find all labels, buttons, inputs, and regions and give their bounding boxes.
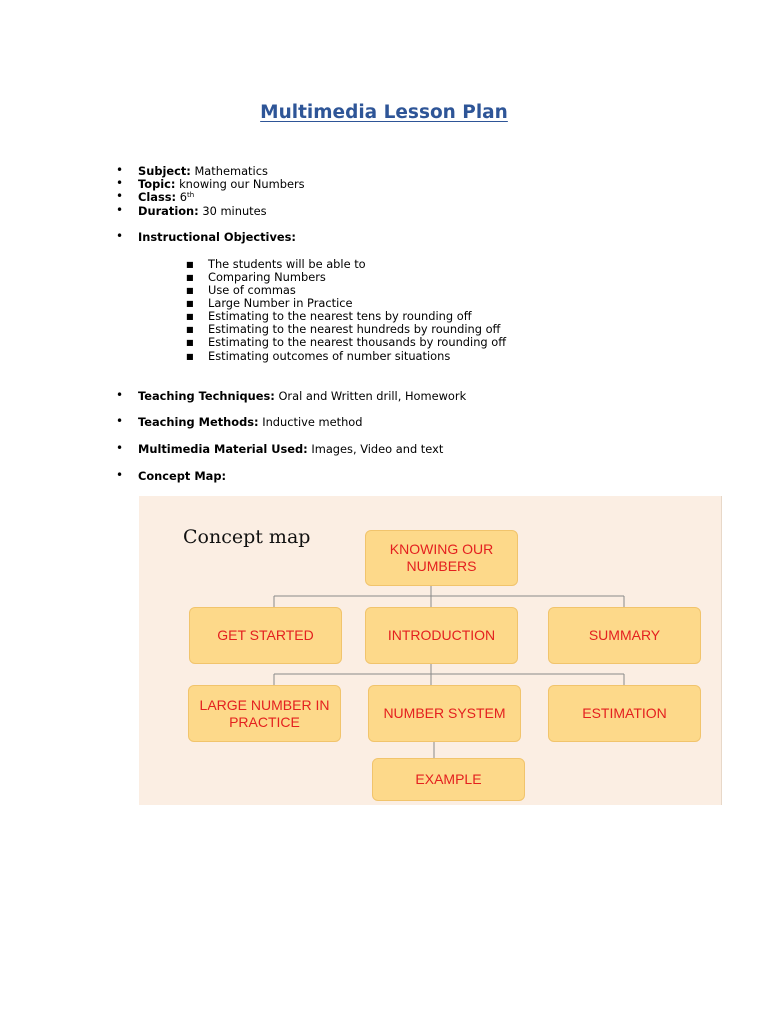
bullet-icon: • [116, 468, 124, 482]
bullet-icon: • [116, 414, 124, 428]
subject-label: Subject: [138, 164, 191, 178]
objective-item: ■ Large Number in Practice [186, 296, 353, 310]
node-number-system: NUMBER SYSTEM [368, 685, 521, 742]
bullet-icon: • [116, 203, 124, 217]
material-value: Images, Video and text [311, 442, 444, 456]
concept-map-title: Concept map [183, 526, 311, 548]
objective-item: ■ Estimating to the nearest tens by rounding off [186, 309, 472, 323]
bullet-icon: • [116, 388, 124, 402]
duration-value: 30 minutes [202, 204, 267, 218]
node-introduction: INTRODUCTION [365, 607, 518, 664]
node-root: KNOWING OUR NUMBERS [365, 530, 518, 586]
techniques-label: Teaching Techniques: [138, 389, 275, 403]
square-bullet-icon: ■ [186, 273, 194, 282]
node-estimation: ESTIMATION [548, 685, 701, 742]
objective-item: ■ Estimating outcomes of number situations [186, 349, 451, 363]
square-bullet-icon: ■ [186, 286, 194, 295]
square-bullet-icon: ■ [186, 338, 194, 347]
square-bullet-icon: ■ [186, 299, 194, 308]
methods-item [116, 414, 363, 429]
techniques-value: Oral and Written drill, Homework [278, 389, 467, 403]
bullet-icon: • [116, 229, 124, 243]
material-item [116, 441, 444, 456]
concept-map-label: Concept Map: [138, 469, 227, 483]
square-bullet-icon: ■ [186, 260, 194, 269]
node-get-started: GET STARTED [189, 607, 342, 664]
class-label: Class: [138, 190, 177, 204]
node-example: EXAMPLE [372, 758, 525, 801]
bullet-icon: • [116, 189, 124, 203]
node-large-number: LARGE NUMBER IN PRACTICE [188, 685, 341, 742]
concept-map-diagram [139, 496, 722, 805]
objective-item: ■ Comparing Numbers [186, 270, 326, 284]
objective-item: ■ Estimating to the nearest hundreds by rounding off [186, 322, 501, 336]
methods-label: Teaching Methods: [138, 415, 259, 429]
objectives-label: Instructional Objectives: [138, 230, 296, 244]
topic-value: knowing our Numbers [179, 177, 305, 191]
objectives-item [116, 229, 296, 244]
material-label: Multimedia Material Used: [138, 442, 308, 456]
bullet-icon: • [116, 441, 124, 455]
duration-item [116, 203, 267, 218]
class-value: 6 [179, 190, 187, 204]
square-bullet-icon: ■ [186, 352, 194, 361]
square-bullet-icon: ■ [186, 312, 194, 321]
methods-value: Inductive method [262, 415, 363, 429]
subject-value: Mathematics [194, 164, 268, 178]
objective-item: ■ The students will be able to [186, 257, 366, 271]
objective-item: ■ Estimating to the nearest thousands by rounding off [186, 335, 507, 349]
techniques-item [116, 388, 467, 403]
page-title: Multimedia Lesson Plan [260, 102, 508, 123]
bullet-icon: • [116, 163, 124, 177]
duration-label: Duration: [138, 204, 199, 218]
node-summary: SUMMARY [548, 607, 701, 664]
class-superscript: th [186, 191, 195, 199]
square-bullet-icon: ■ [186, 325, 194, 334]
objective-item: ■ Use of commas [186, 283, 296, 297]
topic-label: Topic: [138, 177, 176, 191]
bullet-icon: • [116, 176, 124, 190]
concept-map-item [116, 468, 227, 483]
class-item [116, 189, 195, 204]
